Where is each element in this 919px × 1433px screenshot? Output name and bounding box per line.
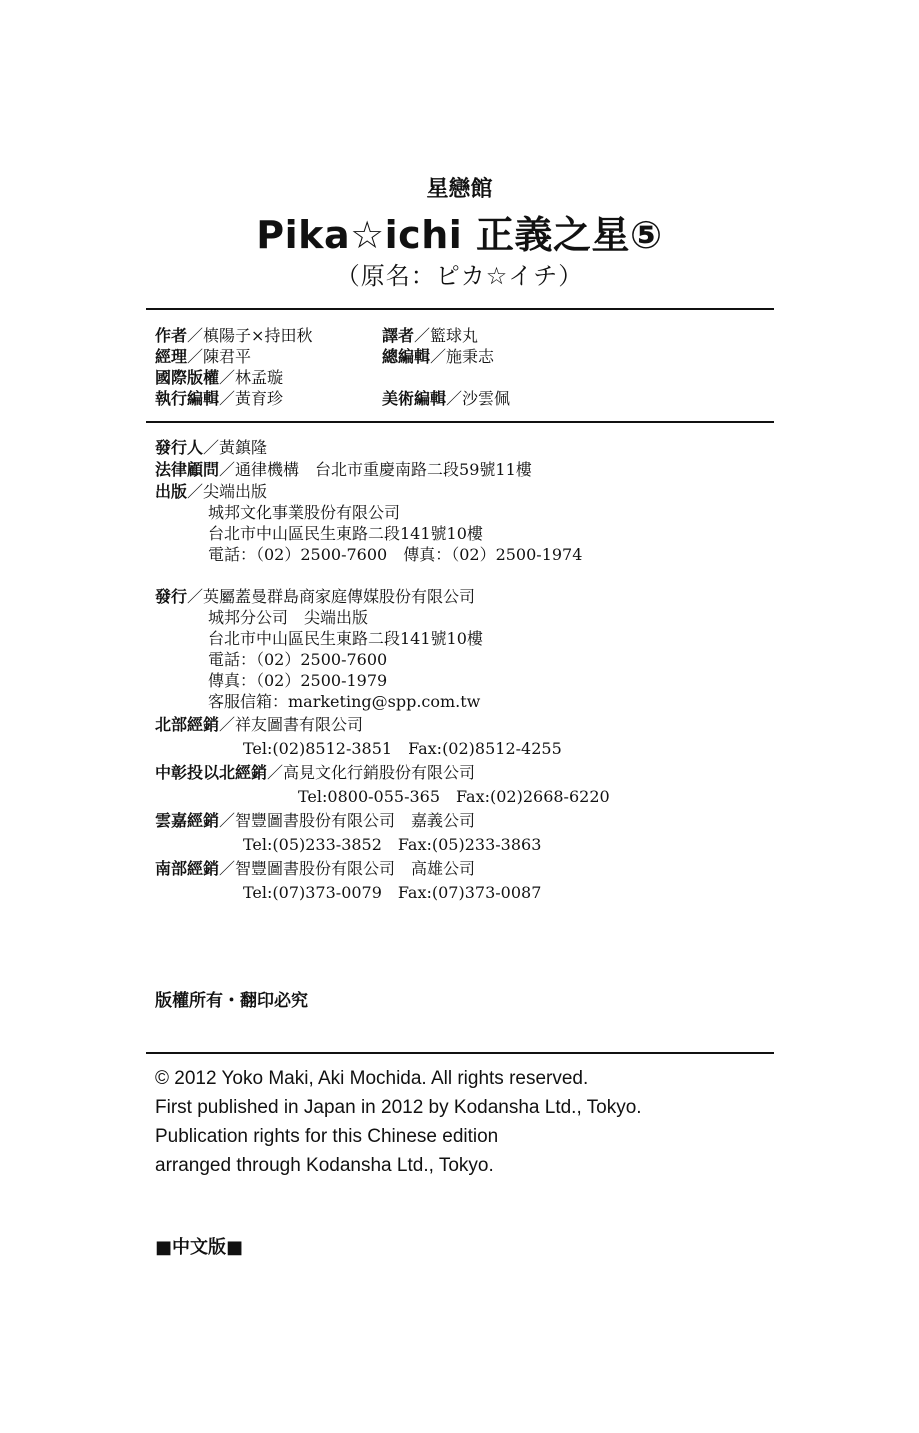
- dist-central: 中彰投以北經銷／高見文化行銷股份有限公司: [155, 763, 476, 782]
- credit-intl-rights: 國際版權／林孟璇: [155, 368, 284, 387]
- dist-south: 南部經銷／智豐圖書股份有限公司 高雄公司: [155, 859, 476, 878]
- copyright-line-3: Publication rights for this Chinese edition: [155, 1126, 499, 1147]
- dist-central-contact: Tel:0800-055-365 Fax:(02)2668-6220: [298, 787, 610, 806]
- dist-fax: 傳真：（02）2500-1979: [208, 671, 388, 690]
- publisher-legal: 法律顧問／通律機構 台北市重慶南路二段59號11樓: [155, 460, 532, 479]
- dist-south-contact: Tel:(07)373-0079 Fax:(07)373-0087: [243, 883, 542, 902]
- dist-address: 台北市中山區民生東路二段141號10樓: [208, 629, 483, 648]
- dist-yunjia-contact: Tel:(05)233-3852 Fax:(05)233-3863: [243, 835, 542, 854]
- publisher-phone-fax: 電話：（02）2500-7600 傳真：（02）2500-1974: [208, 545, 583, 564]
- credit-exec-editor: 執行編輯／黃育珍: [155, 389, 284, 408]
- publisher-publish: 出版／尖端出版: [155, 482, 268, 501]
- dist-north: 北部經銷／祥友圖書有限公司: [155, 715, 364, 734]
- dist-yunjia: 雲嘉經銷／智豐圖書股份有限公司 嘉義公司: [155, 811, 476, 830]
- divider-top: [146, 308, 774, 310]
- dist-issue: 發行／英屬蓋曼群島商家庭傳媒股份有限公司: [155, 587, 476, 606]
- dist-phone: 電話：（02）2500-7600: [208, 650, 388, 669]
- copyright-line-1: © 2012 Yoko Maki, Aki Mochida. All rights reserved.: [155, 1068, 589, 1089]
- divider-bottom: [146, 1052, 774, 1054]
- book-title: Pika☆ichi 正義之星⑤: [256, 213, 663, 257]
- publisher-company: 城邦文化事業股份有限公司: [208, 503, 401, 522]
- credit-author: 作者／槙陽子×持田秋: [155, 326, 313, 345]
- divider-middle: [146, 421, 774, 423]
- dist-email: 客服信箱：marketing@spp.com.tw: [208, 692, 481, 711]
- publisher-address: 台北市中山區民生東路二段141號10樓: [208, 524, 483, 543]
- copyright-line-4: arranged through Kodansha Ltd., Tokyo.: [155, 1155, 494, 1176]
- credit-chief-editor: 總編輯／施秉志: [382, 347, 495, 366]
- credit-translator: 譯者／籃球丸: [382, 326, 479, 345]
- edition-label: ■中文版■: [155, 1237, 244, 1258]
- series-name: 星戀館: [426, 177, 493, 202]
- dist-branch: 城邦分公司 尖端出版: [208, 608, 369, 627]
- copyright-line-2: First published in Japan in 2012 by Kodansha Ltd., Tokyo.: [155, 1097, 642, 1118]
- credit-art-editor: 美術編輯／沙雲佩: [382, 389, 511, 408]
- original-title: （原名：ピカ☆イチ）: [335, 262, 584, 290]
- credit-manager: 經理／陳君平: [155, 347, 252, 366]
- publisher-issuer: 發行人／黃鎮隆: [155, 438, 268, 457]
- dist-north-contact: Tel:(02)8512-3851 Fax:(02)8512-4255: [243, 739, 562, 758]
- rights-notice: 版權所有・翻印必究: [155, 991, 308, 1011]
